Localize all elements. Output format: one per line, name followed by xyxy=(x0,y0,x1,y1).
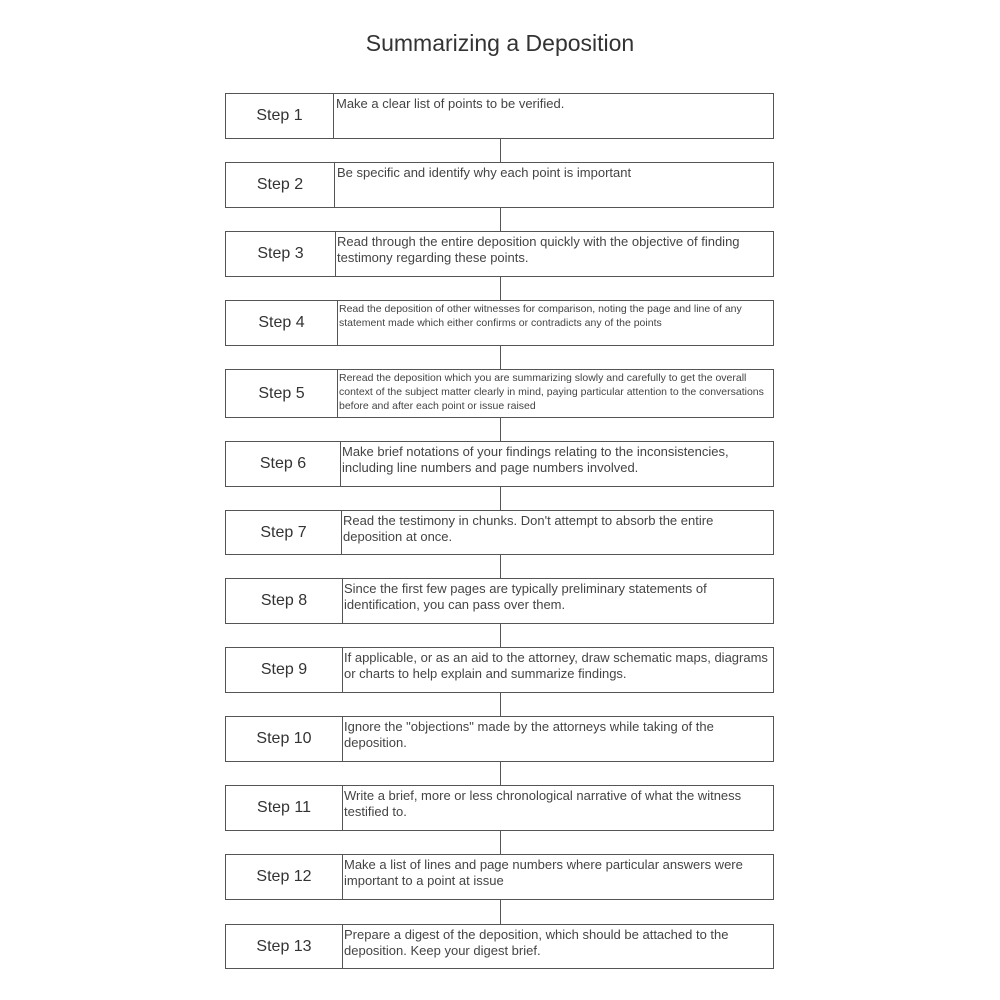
step-description: Read the testimony in chunks. Don't attempt to absorb the entire deposition at once. xyxy=(343,513,714,544)
connector-5-6 xyxy=(500,417,501,441)
step-description: Be specific and identify why each point is important xyxy=(337,165,632,180)
connector-10-11 xyxy=(500,761,501,785)
step-box-11 xyxy=(225,785,774,831)
step-box-6 xyxy=(225,441,774,487)
step-label: Step 10 xyxy=(226,717,343,761)
step-label: Step 8 xyxy=(226,579,343,623)
step-box-10 xyxy=(225,716,774,762)
step-box-9 xyxy=(225,647,774,693)
step-box-3 xyxy=(225,231,774,277)
step-label: Step 2 xyxy=(226,163,335,207)
step-box-7 xyxy=(225,510,774,555)
step-description: Reread the deposition which you are summarizing slowly and carefully to get the overall context of the subject matter clearly in mind, paying particular attention to the conversations before and after each point or issue raised xyxy=(339,372,764,412)
connector-2-3 xyxy=(500,207,501,231)
step-box-1 xyxy=(225,93,774,139)
step-label: Step 4 xyxy=(226,301,338,345)
step-label: Step 9 xyxy=(226,648,343,692)
connector-4-5 xyxy=(500,345,501,369)
connector-9-10 xyxy=(500,692,501,716)
step-box-13 xyxy=(225,924,774,969)
step-box-2 xyxy=(225,162,774,208)
connector-1-2 xyxy=(500,138,501,162)
step-description: If applicable, or as an aid to the attorney, draw schematic maps, diagrams or charts to help explain and summarize findings. xyxy=(344,650,768,681)
step-description: Read through the entire deposition quickly with the objective of finding testimony regarding these points. xyxy=(337,234,740,265)
step-label: Step 12 xyxy=(226,855,343,899)
step-label: Step 7 xyxy=(226,511,342,554)
step-description: Read the deposition of other witnesses for comparison, noting the page and line of any statement made which either confirms or contradicts any of the points xyxy=(339,303,742,329)
step-label: Step 1 xyxy=(226,94,334,138)
step-description: Since the first few pages are typically preliminary statements of identification, you can pass over them. xyxy=(344,581,707,612)
connector-12-13 xyxy=(500,899,501,924)
step-label: Step 11 xyxy=(226,786,343,830)
step-description: Make a clear list of points to be verified. xyxy=(336,96,565,111)
step-box-5 xyxy=(225,369,774,418)
diagram-title: Summarizing a Deposition xyxy=(365,30,635,56)
step-description: Write a brief, more or less chronological narrative of what the witness testified to. xyxy=(344,788,742,819)
connector-6-7 xyxy=(500,486,501,510)
connector-7-8 xyxy=(500,554,501,578)
step-label: Step 3 xyxy=(226,232,336,276)
step-box-8 xyxy=(225,578,774,624)
step-label: Step 13 xyxy=(226,925,343,968)
step-label: Step 5 xyxy=(226,370,338,417)
step-box-4 xyxy=(225,300,774,346)
step-label: Step 6 xyxy=(226,442,341,486)
step-description: Make brief notations of your findings relating to the inconsistencies, including line numbers and page numbers involved. xyxy=(342,444,729,475)
step-description: Ignore the "objections" made by the attorneys while taking of the deposition. xyxy=(344,719,714,750)
connector-8-9 xyxy=(500,623,501,647)
connector-3-4 xyxy=(500,276,501,300)
connector-11-12 xyxy=(500,830,501,854)
step-box-12 xyxy=(225,854,774,900)
step-description: Prepare a digest of the deposition, which should be attached to the deposition. Keep your digest brief. xyxy=(344,927,729,958)
step-description: Make a list of lines and page numbers where particular answers were important to a point at issue xyxy=(344,857,743,888)
